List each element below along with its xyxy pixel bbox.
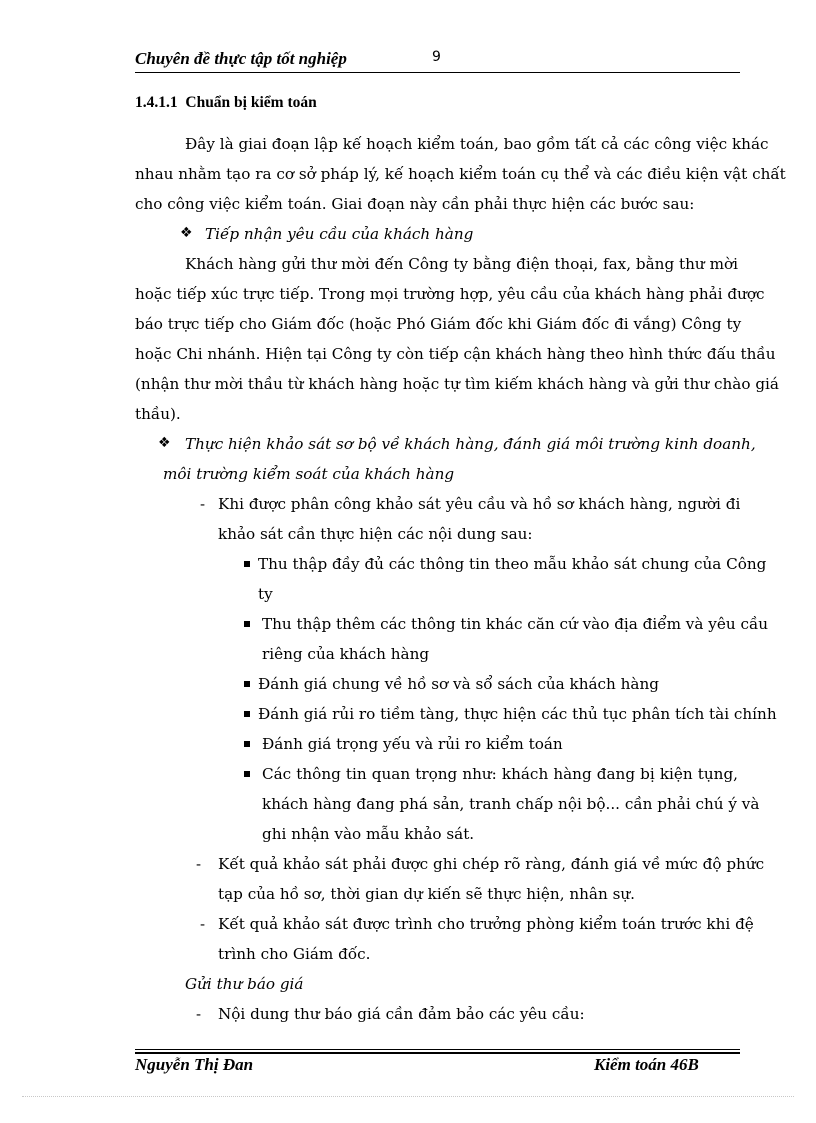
step1-line: hoặc Chi nhánh. Hiện tại Công ty còn tiếp cận khách hàng theo hình thức đấu thầu	[135, 345, 776, 363]
step2-title: Thực hiện khảo sát sơ bộ về khách hàng, đánh giá môi trường kinh doanh,	[185, 435, 756, 453]
intro-line: Đây là giai đoạn lập kế hoạch kiểm toán, bao gồm tất cả các công việc khác	[185, 135, 769, 153]
square-bullet-icon	[244, 711, 250, 717]
bullet-line: Đánh giá rủi ro tiềm tàng, thực hiện các thủ tục phân tích tài chính	[258, 705, 777, 723]
page-edge	[22, 1096, 794, 1097]
dash-bullet: -	[200, 495, 206, 513]
step2-dash1-line: Khi được phân công khảo sát yêu cầu và hồ sơ khách hàng, người đi	[218, 495, 741, 513]
footer-class: Kiểm toán 46B	[594, 1055, 699, 1074]
diamond-bullet-icon: ❖	[158, 435, 171, 451]
intro-line: nhau nhằm tạo ra cơ sở pháp lý, kế hoạch kiểm toán cụ thể và các điều kiện vật chất	[135, 165, 786, 183]
diamond-bullet-icon: ❖	[180, 225, 193, 241]
step1-line: hoặc tiếp xúc trực tiếp. Trong mọi trường hợp, yêu cầu của khách hàng phải được	[135, 285, 765, 303]
header-rule	[135, 72, 740, 73]
step3-dash1-line: Nội dung thư báo giá cần đảm bảo các yêu cầu:	[218, 1005, 585, 1023]
step1-line: Khách hàng gửi thư mời đến Công ty bằng điện thoại, fax, bằng thư mời	[185, 255, 738, 273]
square-bullet-icon	[244, 741, 250, 747]
step1-line: (nhận thư mời thầu từ khách hàng hoặc tự tìm kiếm khách hàng và gửi thư chào giá	[135, 375, 779, 393]
step1-line: báo trực tiếp cho Giám đốc (hoặc Phó Giám đốc khi Giám đốc đi vắng) Công ty	[135, 315, 742, 333]
dash-bullet: -	[196, 1005, 202, 1023]
step2-title: môi trường kiểm soát của khách hàng	[163, 465, 455, 483]
step2-dash3-line: Kết quả khảo sát được trình cho trưởng phòng kiểm toán trước khi đệ	[218, 915, 754, 933]
intro-line: cho công việc kiểm toán. Giai đoạn này cần phải thực hiện các bước sau:	[135, 195, 695, 213]
square-bullet-icon	[244, 681, 250, 687]
square-bullet-icon	[244, 621, 250, 627]
step2-dash1-line: khảo sát cần thực hiện các nội dung sau:	[218, 525, 533, 543]
step1-line: thầu).	[135, 405, 181, 423]
bullet-line: Đánh giá trọng yếu và rủi ro kiểm toán	[262, 735, 563, 753]
bullet-line: ghi nhận vào mẫu khảo sát.	[262, 825, 475, 843]
step2-dash3-line: trình cho Giám đốc.	[218, 945, 371, 963]
page-header	[135, 49, 740, 73]
bullet-line: ty	[258, 585, 273, 603]
square-bullet-icon	[244, 561, 250, 567]
bullet-line: khách hàng đang phá sản, tranh chấp nội bộ... cần phải chú ý và	[262, 795, 760, 813]
step1-title: Tiếp nhận yêu cầu của khách hàng	[205, 225, 474, 243]
bullet-line: Đánh giá chung về hồ sơ và sổ sách của khách hàng	[258, 675, 659, 693]
header-title: Chuyên đề thực tập tốt nghiệp	[135, 49, 347, 68]
bullet-line: Thu thập đầy đủ các thông tin theo mẫu khảo sát chung của Công	[258, 555, 767, 573]
dash-bullet: -	[200, 915, 206, 933]
dash-bullet: -	[196, 855, 202, 873]
section-number: 1.4.1.1	[135, 94, 178, 111]
page-number: 9	[432, 49, 441, 65]
bullet-line: riêng của khách hàng	[262, 645, 430, 663]
section-title: Chuẩn bị kiểm toán	[185, 94, 317, 111]
square-bullet-icon	[244, 771, 250, 777]
footer-rule	[135, 1049, 740, 1050]
step2-dash2-line: Kết quả khảo sát phải được ghi chép rõ ràng, đánh giá về mức độ phức	[218, 855, 765, 873]
bullet-line: Các thông tin quan trọng như: khách hàng đang bị kiện tụng,	[262, 765, 738, 783]
footer-author: Nguyễn Thị Đan	[135, 1055, 254, 1074]
bullet-line: Thu thập thêm các thông tin khác căn cứ vào địa điểm và yêu cầu	[262, 615, 769, 633]
step3-title: Gửi thư báo giá	[185, 975, 304, 993]
footer-rule	[135, 1052, 740, 1054]
section-heading	[135, 93, 317, 113]
step2-dash2-line: tạp của hồ sơ, thời gian dự kiến sẽ thực hiện, nhân sự.	[218, 885, 635, 903]
